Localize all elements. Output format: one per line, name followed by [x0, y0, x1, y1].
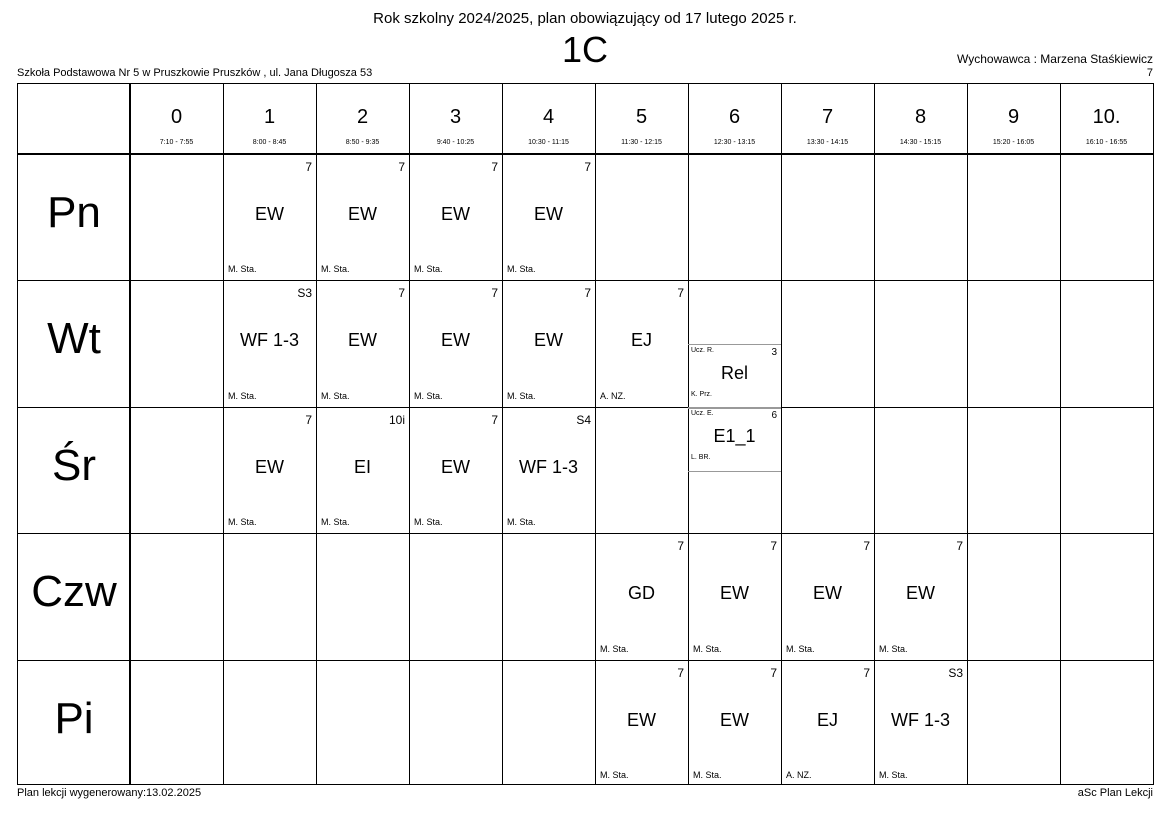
lesson-room: 7 — [491, 160, 498, 174]
lesson-subject: WF 1-3 — [518, 456, 578, 477]
lesson-room: 7 — [863, 539, 870, 554]
period-time: 9:40 - 10:25 — [436, 139, 475, 146]
lesson-subject: WF 1-3 — [890, 709, 950, 730]
period-number: 8 — [914, 106, 927, 128]
lesson-subject: EW — [534, 204, 563, 224]
lesson-subject: Rel — [720, 362, 748, 383]
lesson-teacher: A. NZ. — [600, 390, 626, 401]
lesson-subject: EW — [813, 583, 842, 604]
lesson-teacher: M. Sta. — [507, 517, 536, 528]
lesson-cell — [316, 280, 409, 406]
period-time: 8:50 - 9:35 — [345, 139, 380, 146]
period-header — [502, 84, 595, 154]
lesson-room: S3 — [948, 665, 963, 680]
lesson-group: Ucz. E. — [691, 409, 714, 417]
lesson-room: 7 — [398, 286, 405, 301]
lesson-teacher: M. Sta. — [321, 264, 350, 275]
day-label: Pi — [54, 693, 94, 743]
split-lesson-cell — [688, 407, 781, 472]
period-header — [874, 84, 967, 154]
lesson-cell — [781, 533, 874, 659]
lesson-teacher: M. Sta. — [507, 264, 536, 275]
period-header — [595, 84, 688, 154]
period-header — [781, 84, 874, 154]
lesson-teacher: A. NZ. — [786, 769, 812, 780]
split-lesson-cell — [688, 344, 781, 409]
lesson-room: 7 — [584, 160, 591, 174]
period-number: 6 — [728, 106, 741, 128]
period-number: 4 — [542, 106, 555, 128]
lesson-subject: E1_1 — [713, 425, 756, 446]
lesson-room: 7 — [491, 286, 498, 301]
lesson-subject: EW — [534, 330, 563, 351]
lesson-teacher: M. Sta. — [414, 390, 443, 401]
lesson-teacher: M. Sta. — [321, 390, 350, 401]
period-time: 16:10 - 16:55 — [1085, 139, 1128, 146]
software-name: aSc Plan Lekcji — [1077, 787, 1153, 799]
school-name: Szkoła Podstawowa Nr 5 w Pruszkowie Pruszków , ul. Jana Długosza 53 — [17, 67, 373, 79]
period-header — [1060, 84, 1153, 154]
lesson-cell — [223, 154, 316, 280]
lesson-teacher: M. Sta. — [879, 643, 908, 654]
lesson-room: 7 — [677, 539, 684, 554]
lesson-room: 7 — [491, 412, 498, 427]
lesson-teacher: M. Sta. — [879, 769, 908, 780]
period-header — [316, 84, 409, 154]
period-header — [223, 84, 316, 154]
lesson-room: 7 — [956, 539, 963, 554]
lesson-cell — [874, 660, 967, 786]
lesson-cell — [316, 407, 409, 533]
lesson-subject: EW — [348, 204, 377, 224]
lesson-room: 7 — [770, 539, 777, 554]
lesson-room: 10i — [388, 412, 405, 427]
lesson-room: 7 — [770, 665, 777, 680]
lesson-subject: EW — [441, 330, 470, 351]
period-header — [688, 84, 781, 154]
lesson-cell — [502, 280, 595, 406]
period-number: 0 — [170, 106, 183, 128]
period-time: 8:00 - 8:45 — [252, 139, 287, 146]
lesson-subject: EW — [441, 456, 470, 477]
lesson-subject: EW — [255, 456, 284, 477]
lesson-subject: EW — [348, 330, 377, 351]
lesson-teacher: M. Sta. — [693, 643, 722, 654]
lesson-cell — [688, 660, 781, 786]
period-time: 7:10 - 7:55 — [159, 139, 194, 146]
period-time: 11:30 - 12:15 — [621, 139, 662, 146]
lesson-teacher: M. Sta. — [228, 390, 257, 401]
lesson-subject: EW — [720, 583, 749, 604]
lesson-cell — [316, 154, 409, 280]
lesson-cell — [409, 154, 502, 280]
lesson-cell — [595, 660, 688, 786]
period-header — [967, 84, 1060, 154]
lesson-cell — [595, 280, 688, 406]
lesson-teacher: M. Sta. — [600, 643, 629, 654]
lesson-teacher: M. Sta. — [321, 517, 350, 528]
grid-line — [967, 84, 968, 784]
lesson-teacher: M. Sta. — [786, 643, 815, 654]
lesson-group: Ucz. R. — [691, 346, 714, 354]
lesson-room: S4 — [576, 412, 591, 427]
period-number: 1 — [263, 106, 276, 128]
lesson-subject: EW — [906, 583, 935, 604]
lesson-cell — [409, 407, 502, 533]
period-number: 3 — [449, 106, 462, 128]
lesson-cell — [409, 280, 502, 406]
period-time: 14:30 - 15:15 — [899, 139, 942, 146]
period-time: 13:30 - 14:15 — [806, 139, 849, 146]
lesson-teacher: M. Sta. — [228, 264, 257, 275]
class-name: 1C — [561, 29, 609, 70]
lesson-room: 6 — [771, 409, 777, 421]
lesson-teacher: M. Sta. — [507, 390, 536, 401]
period-number: 7 — [821, 106, 834, 128]
lesson-room: 7 — [305, 160, 312, 174]
period-time: 15:20 - 16:05 — [992, 139, 1035, 146]
lesson-teacher: M. Sta. — [414, 517, 443, 528]
lesson-subject: GD — [628, 583, 655, 604]
lesson-teacher: M. Sta. — [228, 517, 257, 528]
lesson-room: 7 — [305, 412, 312, 427]
lesson-cell — [502, 154, 595, 280]
lesson-cell — [502, 407, 595, 533]
lesson-cell — [595, 533, 688, 659]
lesson-teacher: M. Sta. — [414, 264, 443, 275]
lesson-teacher: K. Prz. — [691, 390, 713, 398]
period-time: 10:30 - 11:15 — [528, 139, 569, 146]
lesson-subject: WF 1-3 — [239, 330, 299, 351]
lesson-teacher: L. BR. — [691, 453, 711, 461]
lesson-subject: EJ — [630, 330, 652, 351]
lesson-subject: EJ — [816, 709, 838, 730]
lesson-subject: EI — [353, 456, 371, 477]
lesson-teacher: M. Sta. — [693, 769, 722, 780]
class-teacher: Wychowawca : Marzena Staśkiewicz — [957, 52, 1153, 66]
lesson-teacher: M. Sta. — [600, 769, 629, 780]
period-time: 12:30 - 13:15 — [713, 139, 756, 146]
day-label: Pn — [47, 188, 101, 237]
day-label: Wt — [47, 314, 101, 364]
period-number: 10. — [1092, 106, 1121, 128]
period-number: 2 — [356, 106, 369, 128]
lesson-subject: EW — [255, 204, 284, 224]
lesson-cell — [688, 533, 781, 659]
period-header — [130, 84, 223, 154]
lesson-room: 7 — [398, 160, 405, 174]
lesson-room: 7 — [677, 286, 684, 301]
lesson-subject: EW — [627, 709, 656, 730]
period-number: 5 — [635, 106, 648, 128]
lesson-cell — [781, 660, 874, 786]
lesson-cell — [223, 280, 316, 406]
grid-line — [18, 660, 1153, 661]
period-header — [409, 84, 502, 154]
lesson-subject: EW — [441, 204, 470, 224]
lesson-room: 7 — [677, 665, 684, 680]
grid-line — [1060, 84, 1061, 784]
lesson-room: 3 — [771, 346, 777, 358]
period-number: 9 — [1007, 106, 1020, 128]
timetable-grid — [17, 83, 1154, 785]
page-title: Rok szkolny 2024/2025, plan obowiązujący od 17 lutego 2025 r. — [373, 10, 797, 27]
lesson-room: S3 — [297, 286, 312, 301]
day-label: Czw — [31, 567, 117, 617]
lesson-subject: EW — [720, 709, 749, 730]
lesson-cell — [223, 407, 316, 533]
page-number: 7 — [1146, 67, 1153, 79]
generated-date: Plan lekcji wygenerowany:13.02.2025 — [17, 787, 202, 799]
lesson-room: 7 — [584, 286, 591, 301]
day-label: Śr — [52, 440, 96, 490]
lesson-cell — [874, 533, 967, 659]
lesson-room: 7 — [863, 665, 870, 680]
